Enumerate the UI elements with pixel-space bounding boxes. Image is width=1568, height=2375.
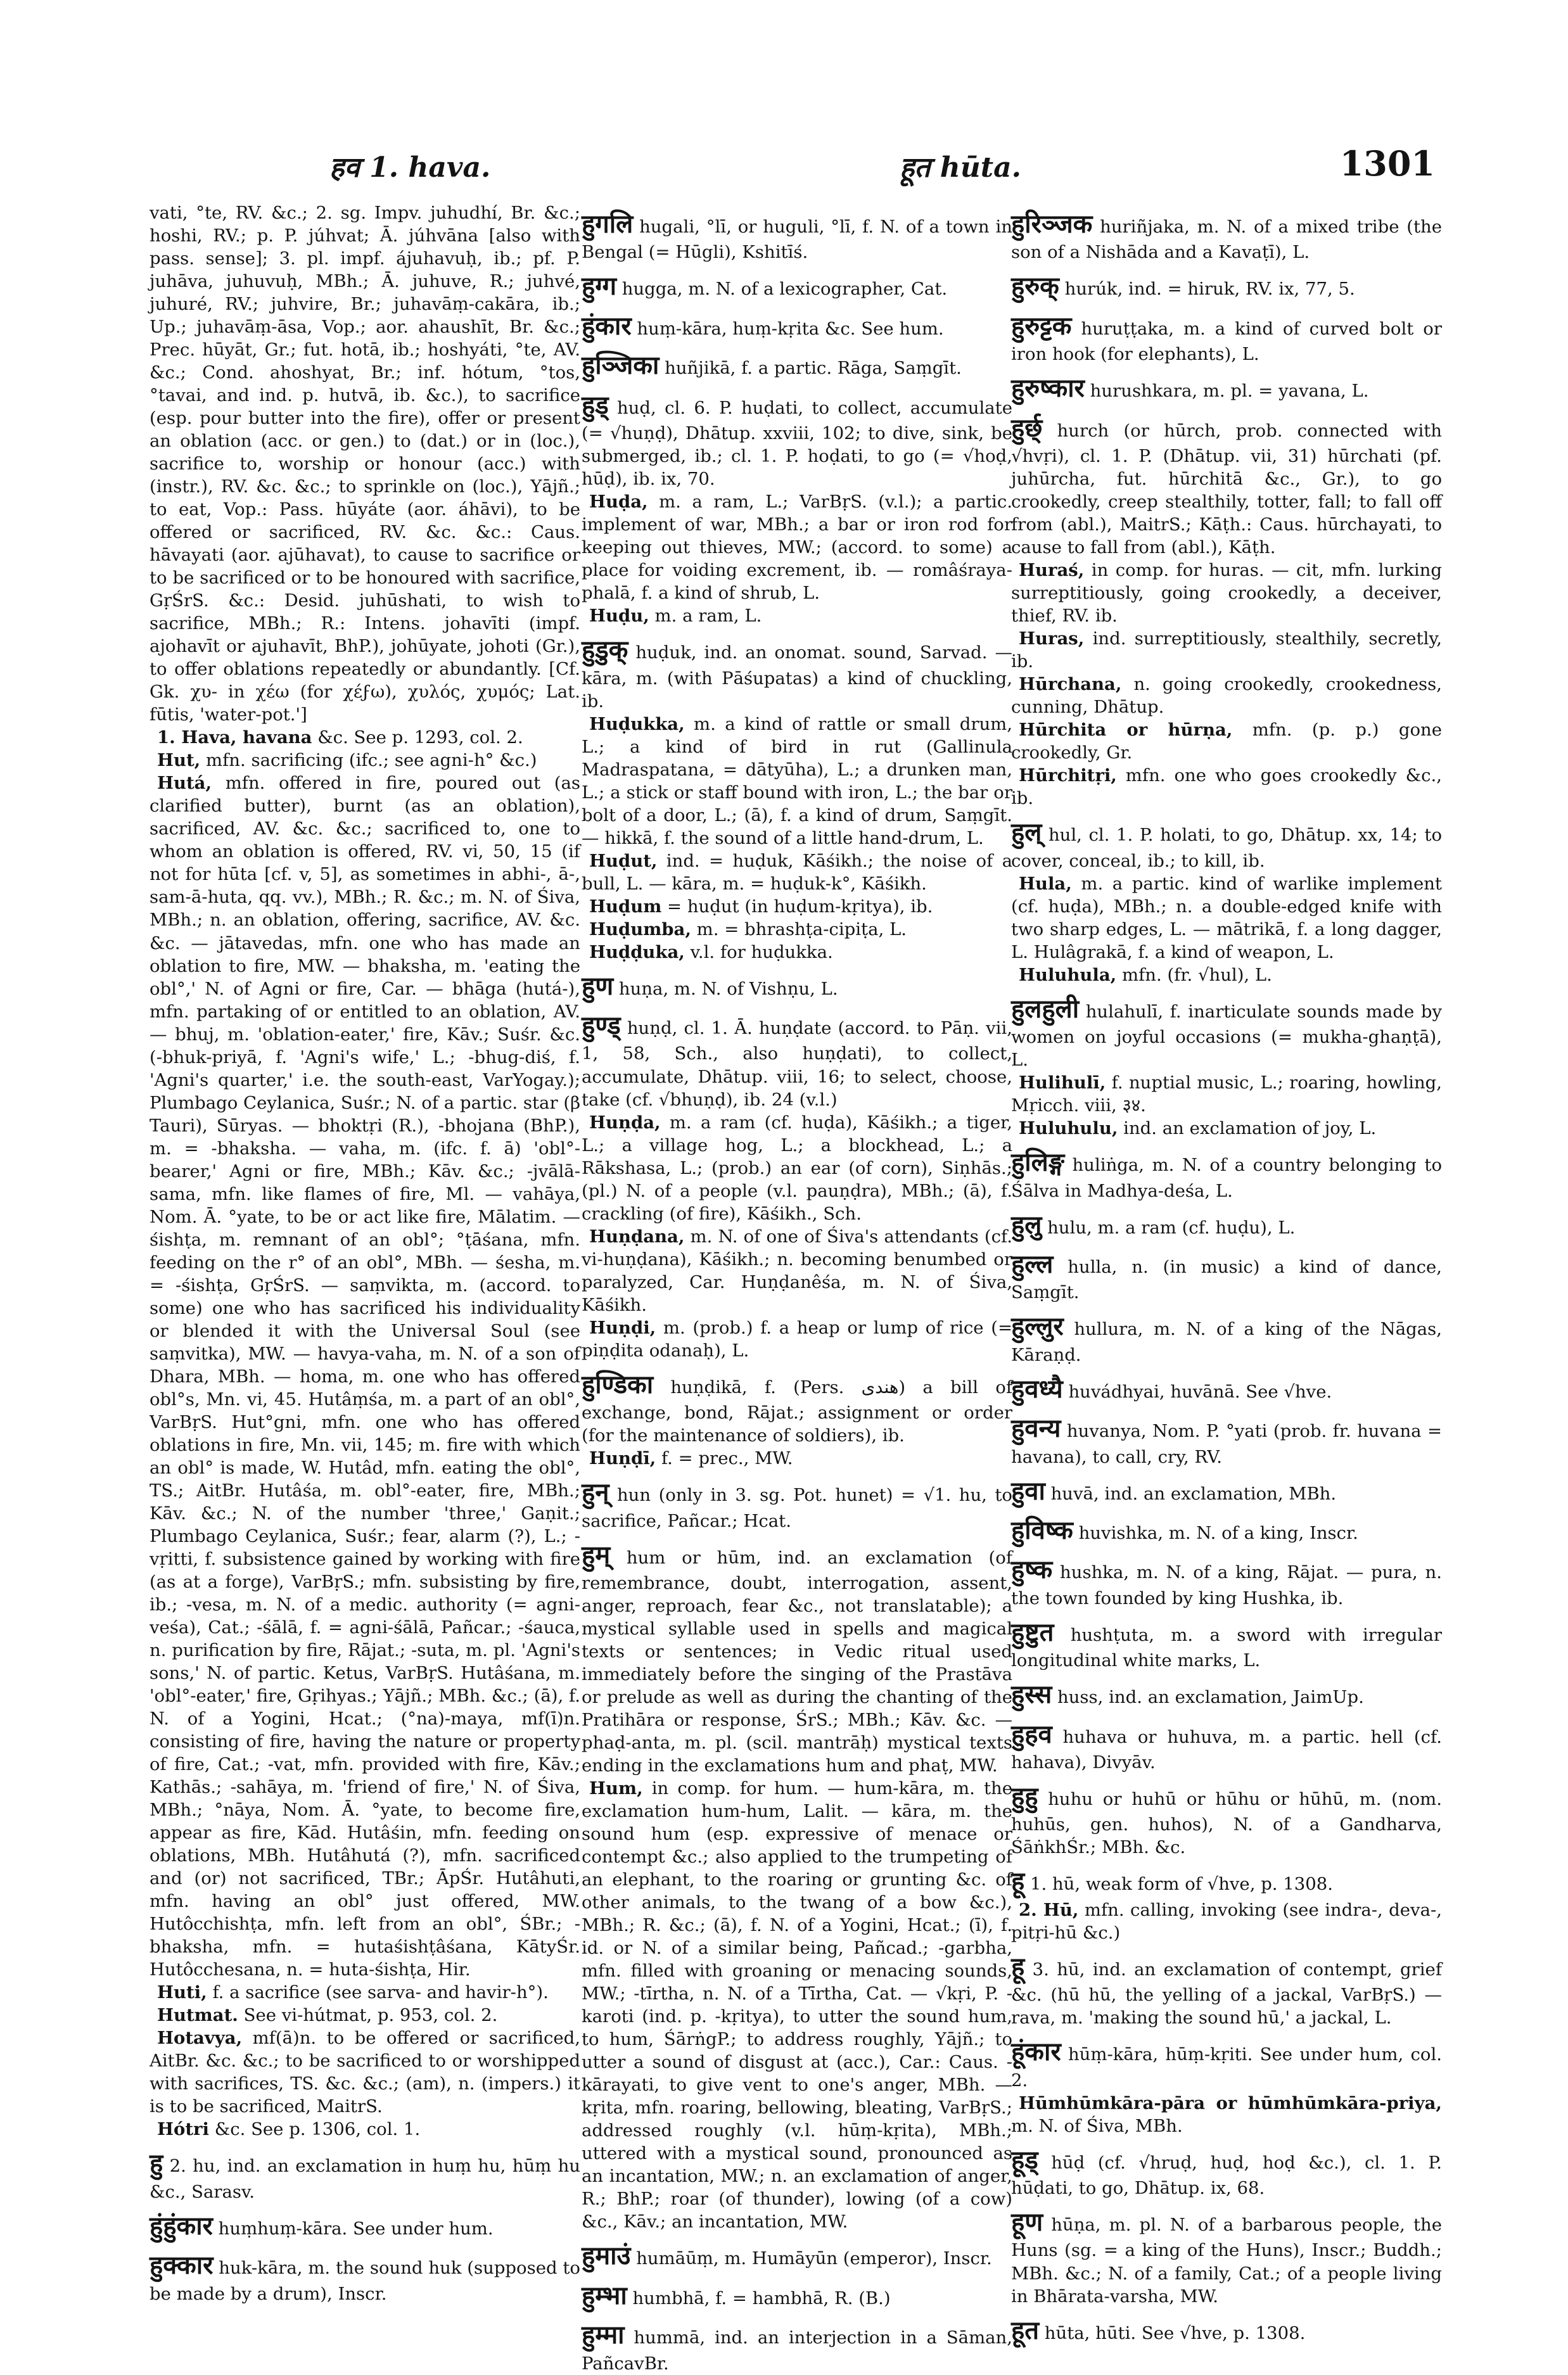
column-2 (582, 201, 1012, 2375)
dictionary-entry (582, 1316, 1012, 1362)
entry-text: mfn. offered in fire, poured out (as clarified butter), burnt (as an oblation), sacrificed, AV. &c. &c.; sacrificed to, one to whom an oblation is offered, RV. vi, 50, 15 (if not for hūta [cf. v, 5], as sometimes in abhi-, ā-, sam-ā-huta, qq. vv.), MBh.; R. &c.; m. N. of Śiva, MBh.; n. an oblation, offering, sacrifice, AV. &c. &c. — jātavedas, mfn. one who has made an oblation to fire, MW. — bhaksha, m. 'eating the obl°,' N. of Agni or fire, Car. — bhāga (hutá-), mfn. partaking of or entitled to an oblation, AV. — bhuj, m. 'oblation-eater,' fire, Kāv.; Suśr. &c. (-bhuk-priyā, f. 'Agni's wife,' L.; -bhug-diś, f. 'Agni's quarter,' i.e. the south-east, VarYogay.); Plumbago Ceylanica, Suśr.; N. of a partic. star (β Tauri), Sūryas. — bhoktṛi (R.), -bhojana (BhP.), m. = -bhaksha. — vaha, m. (ifc. f. ā) 'obl°-bearer,' Agni or fire, MBh.; Kāv. &c.; -jvālā-sama, mfn. like flames of fire, Ml. — vahāya, Nom. Ā. °yate, to be or act like fire, Mālatim. — śishṭa, m. remnant of an obl°; °ṭāśana, mfn. feeding on the r° of an obl°, MBh. — śesha, m. = -śishṭa, GṛŚrS. — saṃvikta, m. (accord. to some) one who has sacrificed his individuality or blended it with the Universal Soul (see saṃvitka), MW. — havya-vaha, m. N. of a son of Dhara, MBh. — homa, m. one who has offered obl°s, Mn. vi, 45. Hutâṃśa, m. a part of an obl°, VarBṛS. Hut°gni, mfn. one who has offered oblations in fire, Mn. vii, 145; m. fire with which an obl° is made, W. Hutâd, mfn. eating the obl°, TS.; AitBr. Hutâśa, m. obl°-eater, fire, MBh.; Kāv. &c.; N. of the number 'three,' Gaṇit.; Plumbago Ceylanica, Suśr.; fear, alarm (?), L.; -vṛitti, f. subsistence gained by working with fire (as at a forge), VarBṛS.; mfn. subsisting by fire, ib.; -vesa, m. N. of a medic. authority (= agni-veśa), Cat.; -śālā, f. = agni-śālā, Pañcar.; -śauca, n. purification by fire, Rājat.; -suta, m. pl. 'Agni's sons,' N. of partic. Ketus, VarBṛS. Hutâśana, m. 'obl°-eater,' fire, Gṛihyas.; Yājñ.; MBh. &c.; (ā), f. N. of a Yogini, Hcat.; (°na)-maya, mf(ī)n. consisting of fire, having the nature or property of fire, Cat.; -vat, mfn. provided with fire, Kāv.; Kathās.; -sahāya, m. 'friend of fire,' N. of Śiva, MBh.; °nāya, Nom. Ā. °yate, to become fire, appear as fire, Kād. Hutâśin, mfn. feeding on oblations, MBh. Hutâhutá (?), mfn. sacrificed and (or) not sacrificed, TBr.; ĀpŚr. Hutâhuti, mfn. having an obl° just offered, MW. Hutôcchishṭa, mfn. left from an obl°, ŚBr.; -bhaksha, mfn. = hutaśishṭâśana, KātyŚr. Hutôcchesana, n. = huta-śishṭa, Hir. (150, 773, 580, 1980)
entry-text: m. a ram (cf. huḍa), Kāśikh.; a tiger, L.; a village hog, L.; a blockhead, L.; a Rākshasa, L.; (prob.) an ear (of corn), Siṇhās.; (pl.) N. of a people (v.l. pauṇḍra), MBh.; (ā), f. crackling (of fire), Kāśikh., Sch. (582, 1112, 1012, 1224)
entry-text: huṃhuṃ-kāra. See under hum. (212, 2218, 494, 2239)
entry-headword: हुक्कार (150, 2250, 214, 2281)
entry-text: hūṇa, m. pl. N. of a barbarous people, the Huns (sg. = a king of the Huns), Inscr.; Buddh.; MBh. &c.; N. of a family, Cat.; of a people living in Bhārata-varsha, MW. (1011, 2215, 1442, 2307)
dictionary-entry (1011, 1678, 1442, 1711)
entry-text: hul, cl. 1. P. holati, to go, Dhātup. xx, 14; to cover, conceal, ib.; to kill, ib. (1011, 825, 1442, 871)
entry-text: hurúk, ind. = hiruk, RV. ix, 77, 5. (1059, 279, 1355, 300)
entry-text: huñjikā, f. a partic. Rāga, Saṃgīt. (659, 358, 962, 379)
dictionary-entry (1011, 2092, 1442, 2137)
entry-text: f. nuptial music, L.; roaring, howling, Mṛicch. viii, ३४. (1011, 1073, 1442, 1116)
entry-text: See vi-hútmat, p. 953, col. 2. (238, 2005, 498, 2026)
dictionary-entry (150, 1981, 580, 2004)
entry-headword: हुलहुली (1011, 993, 1080, 1024)
entry-text: m. (prob.) f. a heap or lump of rice (= piṇḍita odanaḥ), L. (582, 1317, 1012, 1361)
dictionary-entry (1011, 2206, 1442, 2307)
entry-headword: हुग्ग (582, 271, 616, 302)
entry-headword: हुवा (1011, 1475, 1045, 1506)
dictionary-entry (582, 604, 1012, 627)
entry-headword: Hūrchita or hūrṇa, (1019, 720, 1233, 741)
dictionary-entry (1011, 1373, 1442, 1406)
entry-text: m. N. of one of Śiva's attendants (cf. vi-huṇḍana), Kāśikh.; n. becoming benumbed or paralyzed, Car. Huṇḍanêśa, m. N. of Śiva, Kāśikh. (582, 1226, 1012, 1315)
entry-text: hūta, hūti. See √hve, p. 1308. (1039, 2322, 1306, 2343)
entry-headword: Huluhulu, (1019, 1118, 1118, 1139)
entry-text: hulahulī, f. inarticulate sounds made by women on joyful occasions (= mukha-ghaṇṭā), L. (1011, 1001, 1442, 1071)
entry-headword: हुष्क (1011, 1555, 1053, 1585)
entry-headword: Huṇḍī, (589, 1448, 656, 1469)
dictionary-entry (1011, 1780, 1442, 1859)
entry-text: huṇa, m. N. of Vishṇu, L. (613, 978, 838, 999)
entry-text: ind. surreptitiously, stealthily, secretly, ib. (1011, 628, 1442, 672)
entry-headword: Hula, (1019, 873, 1072, 894)
entry-headword: हुगलि (582, 209, 634, 239)
entry-headword: हुञ्जिका (582, 350, 660, 381)
entry-headword: हुरुष्कार (1011, 373, 1085, 404)
entry-text: hulu, m. a ram (cf. huḍu), L. (1042, 1217, 1296, 1238)
dictionary-entry (150, 201, 580, 726)
entry-text: hugali, °lī, or huguli, °lī, f. N. of a town in Bengal (= Hūgli), Kshitīś. (582, 217, 1012, 263)
entry-headword: हुण (582, 971, 614, 1001)
dictionary-entry (582, 2239, 1012, 2272)
entry-text: huḍ, cl. 6. P. huḍati, to collect, accumulate (= √huṇḍ), Dhātup. xxviii, 102; to dive, sink, be submerged, ib.; cl. 1. P. hoḍati, to go (= √hoḍ, hūḍ), ib. ix, 70. (582, 397, 1012, 489)
entry-text: hummā, ind. an interjection in a Sāman, PañcavBr. (582, 2327, 1012, 2374)
dictionary-entry (582, 310, 1012, 343)
entry-text: in comp. for hum. — hum-kāra, m. the exclamation hum-hum, Lalit. — kāra, m. the sound hum (esp. expressive of menace or contempt &c.; also applied to the trumpeting of an elephant, to the roaring or grunting &c. of other animals, to the twang of a bow &c.), MBh.; R. &c.; (ā), f. N. of a Yogini, Hcat.; (ī), f. id. or N. of a similar being, Pañcad.; -garbha, mfn. filled with groaning or menacing sounds, MW.; -tīrtha, n. N. of a Tīrtha, Cat. — √kṛi, P. -karoti (ind. p. -kṛitya), to utter the sound hum, to hum, ŚārṅgP.; to address roughly, Yājñ.; to utter a sound of disgust at (acc.), Car.: Caus. -kārayati, to give vent to one's anger, MBh. — kṛita, mfn. roaring, bellowing, bleating, VarBṛS.; addressed roughly (v.l. hūṃ-kṛita), MBh.; uttered with a mystical sound, pronounced as an incantation, MW.; n. an exclamation of anger, R.; BhP.; roar (of thunder), lowing (of a cow) &c., Kāv.; an incantation, MW. (582, 1778, 1012, 2232)
dictionary-entry (1011, 816, 1442, 872)
entry-headword: Huṇḍana, (589, 1226, 685, 1247)
dictionary-entry (1011, 1412, 1442, 1468)
dictionary-entry (1011, 1718, 1442, 1774)
dictionary-entry (582, 1476, 1012, 1532)
dictionary-entry (1011, 270, 1442, 303)
entry-text: mfn. sacrificing (ifc.; see agni-h° &c.) (200, 750, 537, 771)
entry-headword: हुलिङ्ग (1011, 1147, 1065, 1178)
dictionary-entry (1011, 1310, 1442, 1366)
dictionary-entry (582, 2279, 1012, 2312)
dictionary-entry (582, 1225, 1012, 1316)
entry-headword: Huḍu, (589, 606, 649, 627)
entry-headword: हू (1011, 1866, 1025, 1897)
entry-headword: Hūrchitṛi, (1019, 765, 1117, 786)
entry-headword: Huṇḍa, (589, 1112, 661, 1133)
entry-text: huṇḍ, cl. 1. Ā. huṇḍate (accord. to Pāṇ. vii, 1, 58, Sch., also huṇḍati), to collect, accumulate, Dhātup. viii, 16; to select, choose, take (cf. √bhuṇḍ), ib. 24 (v.l.) (582, 1018, 1012, 1110)
entry-headword: हुण्ड् (582, 1010, 621, 1041)
entry-headword: Hum, (589, 1778, 643, 1799)
dictionary-entry (1011, 1209, 1442, 1242)
entry-headword: Hūmhūmkāra-pāra or hūmhūmkāra-priya, (1019, 2092, 1442, 2113)
dictionary-entry (582, 634, 1012, 712)
entry-text: mfn. (p. p.) gone crookedly, Gr. (1011, 720, 1443, 763)
dictionary-entry (1011, 1865, 1442, 1898)
dictionary-entry (1011, 2314, 1442, 2347)
dictionary-entry (150, 749, 580, 772)
entry-text: huḍuk, ind. an onomat. sound, Sarvad. — kāra, m. (with Pāśupatas) a kind of chuckling, ib. (582, 642, 1012, 711)
entry-headword: Huti, (157, 1982, 207, 2003)
dictionary-entry (582, 389, 1012, 490)
dictionary-entry (1011, 718, 1442, 764)
entry-text: huvanya, Nom. P. °yati (prob. fr. huvana = havana), to call, cry, RV. (1011, 1421, 1442, 1467)
entry-headword: हुडुक् (582, 635, 628, 665)
dictionary-entry (582, 1111, 1012, 1225)
entry-headword: हुम्भा (582, 2280, 627, 2310)
dictionary-entry (1011, 764, 1442, 810)
entry-headword: हूड् (1011, 2144, 1038, 2175)
entry-headword: हूत (1011, 2315, 1040, 2345)
dictionary-entry (582, 941, 1012, 964)
entry-headword: Huluhula, (1019, 964, 1117, 985)
entry-headword: हुण्डिका (582, 1369, 654, 1399)
entry-headword: Hotavya, (157, 2028, 243, 2049)
entry-headword: Huḍumba, (589, 919, 691, 939)
entry-text: huvishka, m. N. of a king, Inscr. (1073, 1522, 1358, 1543)
entry-headword: हुल्ल (1011, 1249, 1054, 1279)
entry-text: &c. See p. 1306, col. 1. (208, 2119, 421, 2140)
entry-headword: हुरुक् (1011, 271, 1059, 302)
entry-text: 3. hū, ind. an exclamation of contempt, grief &c. (hū hū, the yelling of a jackal, VarBṛS.) — rava, m. 'making the sound hū,' a jackal, L. (1011, 1959, 1442, 2028)
entry-text: huss, ind. an exclamation, JaimUp. (1052, 1687, 1364, 1708)
entry-headword: हुर्छ् (1011, 412, 1043, 443)
dictionary-entry (582, 2319, 1012, 2374)
dictionary-entry (582, 850, 1012, 895)
dictionary-entry (1011, 1951, 1442, 2029)
dictionary-entry (1011, 310, 1442, 366)
dictionary-entry (582, 1777, 1012, 2233)
dictionary-entry (150, 2210, 580, 2243)
dictionary-entry (1011, 1616, 1442, 1672)
entry-headword: हुम् (582, 1539, 611, 1570)
entry-text: hushṭuta, m. a sword with irregular longitudinal white marks, L. (1011, 1624, 1442, 1671)
entry-headword: हुंहुंकार (150, 2210, 213, 2241)
dictionary-entry (150, 2249, 580, 2305)
entry-text: 1. hū, weak form of √hve, p. 1308. (1024, 1874, 1334, 1895)
dictionary-entry (1011, 964, 1442, 986)
entry-text: ind. an exclamation of joy, L. (1118, 1118, 1377, 1139)
dictionary-entry (1011, 627, 1442, 673)
entry-headword: Hótri (157, 2119, 209, 2140)
entry-headword: Hutmat. (157, 2005, 238, 2026)
entry-text: huliṅga, m. N. of a country belonging to Śālva in Madhya-deśa, L. (1011, 1155, 1442, 1201)
entry-text: mfn. one who goes crookedly &c., ib. (1011, 765, 1442, 809)
entry-text: m. a ram, L.; VarBṛS. (v.l.); a partic. implement of war, MBh.; a bar or iron rod for keeping out thieves, MW.; (accord. to some) a place for voiding excrement, ib. — româśraya-phalā, f. a kind of shrub, L. (582, 492, 1012, 604)
dictionary-entry (582, 1368, 1012, 1447)
dictionary-entry (582, 349, 1012, 382)
entry-text: in comp. for huras. — cit, mfn. lurking surreptitiously, going crookedly, a deceiver, thief, RV. ib. (1011, 560, 1442, 627)
entry-text: humāūṃ, m. Humāyūn (emperor), Inscr. (630, 2248, 992, 2269)
entry-headword: हुस्स (1011, 1679, 1052, 1710)
entry-headword: हुल्लुर (1011, 1311, 1064, 1342)
entry-text: &c. See p. 1293, col. 2. (312, 727, 523, 748)
entry-text: hurch (or hūrch, prob. connected with √hvṛi), cl. 1. P. (Dhātup. vii, 31) hūrchati (pf. juhūrcha, fut. hūrchitā &c., Gr.), to go crookedly, creep stealthily, totter, fall; to fall off from (abl.), MaitrS.; Kāṭh.: Caus. hūrchayati, to cause to fall from (abl.), Kāṭh. (1011, 420, 1442, 558)
dictionary-entry (1011, 1514, 1442, 1547)
dictionary-entry (582, 895, 1012, 918)
entry-headword: हुविष्क (1011, 1515, 1073, 1545)
page-number: 1301 (1339, 143, 1435, 184)
entry-headword: हू (1011, 1951, 1025, 1982)
dictionary-entry (1011, 1899, 1442, 1944)
dictionary-entry (150, 2147, 580, 2203)
entry-text: mf(ā)n. to be offered or sacrificed, AitBr. &c. &c.; to be sacrificed to or worshipped with sacrifices, TS. &c. &c.; (am), n. (impers.) it is to be sacrificed, MaitrS. (150, 2028, 580, 2117)
entry-headword: Huḍa, (589, 492, 648, 513)
dictionary-entry (150, 726, 580, 749)
entry-text: f. = prec., MW. (656, 1448, 793, 1469)
entry-text: mfn. calling, invoking (see indra-, deva-, pitṛi-hū &c.) (1011, 1899, 1442, 1943)
entry-headword: 2. Hū, (1019, 1899, 1079, 1920)
entry-text: mfn. (fr. √hul), L. (1116, 964, 1272, 985)
column-3 (1011, 201, 1442, 2347)
dictionary-entry (1011, 1475, 1442, 1508)
entry-headword: Hutá, (157, 773, 212, 794)
entry-headword: हुल् (1011, 817, 1042, 848)
entry-headword: हुमाउं (582, 2241, 631, 2271)
entry-text: m. a ram, L. (649, 606, 762, 627)
running-header-left: हव 1. hava. (329, 151, 491, 184)
entry-text: hugga, m. N. of a lexicographer, Cat. (616, 279, 948, 300)
dictionary-entry (1011, 412, 1442, 559)
entry-text: huhava or huhuva, m. a partic. hell (cf. hahava), Divyāv. (1011, 1726, 1442, 1773)
entry-text: n. going crookedly, crookedness, cunning, Dhātup. (1011, 674, 1442, 718)
dictionary-entry (1011, 208, 1442, 264)
entry-headword: हुवन्य (1011, 1413, 1061, 1444)
entry-headword: हुहव (1011, 1719, 1052, 1749)
entry-headword: Huraś, (1019, 560, 1085, 581)
entry-headword: हूण (1011, 2207, 1043, 2238)
entry-text: huṇḍikā, f. (Pers. هندی) a bill of exchange, bond, Rājat.; assignment or order (for the maintenance of soldiers), ib. (582, 1377, 1012, 1446)
entry-text: m. a partic. kind of warlike implement (cf. huḍa), MBh.; n. a double-edged knife with two sharp edges, L. — mātrikā, f. a long dagger, L. Hulâgrakā, f. a kind of weapon, L. (1011, 873, 1442, 962)
dictionary-entry (582, 918, 1012, 941)
entry-text: huvā, ind. an exclamation, MBh. (1045, 1483, 1337, 1504)
entry-text: m. = bhrashṭa-cipiṭa, L. (691, 919, 907, 939)
dictionary-entry (1011, 2144, 1442, 2200)
entry-text: huṃ-kāra, huṃ-kṛita &c. See hum. (631, 318, 944, 339)
dictionary-entry (1011, 1117, 1442, 1140)
entry-text: humbhā, f. = hambhā, R. (B.) (627, 2288, 891, 2308)
entry-text: huriñjaka, m. N. of a mixed tribe (the son of a Nishāda and a Kavaṭī), L. (1011, 217, 1442, 263)
entry-text: hūṃ-kāra, hūṃ-kṛiti. See under hum, col. 2. (1011, 2044, 1442, 2091)
dictionary-entry (582, 270, 1012, 303)
entry-headword: Huṇḍi, (589, 1317, 656, 1338)
entry-text: hūḍ (cf. √hruḍ, huḍ, hoḍ &c.), cl. 1. P. hūḍati, to go, Dhātup. ix, 68. (1011, 2152, 1442, 2199)
entry-headword: Hulihulī, (1019, 1073, 1106, 1093)
dictionary-entry (582, 1539, 1012, 1778)
entry-headword: हुरुट्टक (1011, 310, 1072, 341)
entry-headword: हुंकार (582, 310, 632, 341)
entry-text: hushka, m. N. of a king, Rājat. — pura, n. the town founded by king Hushka, ib. (1011, 1562, 1442, 1608)
entry-text: huk-kāra, m. the sound huk (supposed to be made by a drum), Inscr. (150, 2258, 580, 2304)
entry-headword: हुवध्यै (1011, 1373, 1063, 1404)
entry-text: m. a kind of rattle or small drum, L.; a kind of bird in rut (Gallinula Madraspatana, = dātyūha), L.; a drunken man, L.; a stick or staff bound with iron, L.; the bar or bolt of a door, L.; (ā), f. a kind of drum, Saṃgīt. — hikkā, f. the sound of a little hand-drum, L. (582, 713, 1012, 848)
dictionary-entry (1011, 559, 1442, 627)
entry-text: huruṭṭaka, m. a kind of curved bolt or iron hook (for elephants), L. (1011, 318, 1442, 365)
entry-text: hullura, m. N. of a king of the Nāgas, Kāraṇḍ. (1011, 1319, 1442, 1365)
dictionary-entry (1011, 1146, 1442, 1202)
entry-text: vati, °te, RV. &c.; 2. sg. Impv. juhudhí, Br. &c.; hoshi, RV.; p. P. júhvat; Ā. júhvāna [also with pass. sense]; 3. pl. impf. ájuhavuḥ, ib.; pf. P. juhāva, juhuvuḥ, MBh.; Ā. juhuve, R.; juhvé, juhuré, RV.; juhvire, Br.; juhavāṃ-cakāra, ib.; Up.; juhavāṃ-āsa, Vop.; aor. ahaushīt, Br. &c.; Prec. hūyāt, Gr.; fut. hotā, ib.; hoshyáti, °te, AV. &c.; Cond. ahoshyat, Br.; inf. hótum, °tos, °tavai, and ind. p. hutvā, ib. &c.), to sacrifice (esp. pour butter into the fire), offer or present an oblation (acc. or gen.) to (dat.) or in (loc.), sacrifice to, worship or honour (acc.) with (instr.), RV. &c. &c.; to sprinkle on (loc.), Yājñ.; to eat, Vop.: Pass. hūyáte (aor. áhāvi), to be offered or sacrificed, RV. &c. &c.: Caus. hāvayati (aor. ajūhavat), to cause to sacrifice or to be sacrificed or to be honoured with sacrifice, GṛŚrS. &c.: Desid. juhūshati, to wish to sacrifice, MBh.; R.: Intens. johavīti (impf. ajohavīt or ajuhavīt, BhP.), johūyate, johoti (Gr.), to offer oblations repeatedly or abundantly. [Cf. Gk. χυ- in χέω (for χέϝω), χυλός, χυμός; Lat. fūtis, 'water-pot.'] (150, 203, 580, 725)
dictionary-entry (1011, 1248, 1442, 1304)
entry-text: = huḍut (in huḍum-kṛitya), ib. (661, 896, 933, 917)
dictionary-entry (150, 772, 580, 1981)
dictionary-entry (1011, 1553, 1442, 1609)
entry-text: hum or hūm, ind. an exclamation (of remembrance, doubt, interrogation, assent, anger, reproach, fear &c., not translatable); a mystical syllable used in spells and magical texts or sentences; in Vedic ritual used immediately before the singing of the Prastāva or prelude as well as during the chanting of the Pratihāra or response, ŚrS.; MBh.; Kāv. &c. — phaḍ-anta, m. pl. (scil. mantrāḥ) mystical texts ending in the exclamations hum and phaṭ, MW. (582, 1547, 1012, 1776)
entry-headword: Huras, (1019, 628, 1085, 649)
entry-text: ind. = huḍuk, Kāśikh.; the noise of a bull, L. — kāra, m. = huḍuk-k°, Kāśikh. (582, 850, 1012, 894)
entry-text: f. a sacrifice (see sarva- and havir-h°). (207, 1982, 549, 2003)
dictionary-entry (150, 2027, 580, 2118)
entry-text: m. N. of Śiva, MBh. (1011, 2115, 1183, 2136)
running-header-center: हूत hūta. (900, 151, 1021, 184)
entry-headword: हुहु (1011, 1781, 1038, 1811)
entry-headword: हुड् (582, 390, 609, 420)
entry-headword: हुष्टुत (1011, 1617, 1054, 1647)
entry-text: huhu or huhū or hūhu or hūhū, m. (nom. huhūs, gen. huhos), N. of a Gandharva, ŚāṅkhŚr.; MBh. &c. (1011, 1788, 1442, 1858)
entry-headword: Hut, (157, 750, 201, 771)
entry-headword: हूंकार (1011, 2037, 1061, 2067)
entry-headword: Hūrchana, (1019, 674, 1122, 695)
dictionary-entry (582, 208, 1012, 264)
entry-text: v.l. for huḍukka. (684, 941, 833, 962)
dictionary-entry (582, 713, 1012, 850)
entry-headword: Huḍut, (589, 850, 658, 871)
entry-headword: 1. Hava, havana (157, 727, 312, 748)
dictionary-entry (1011, 993, 1442, 1071)
entry-headword: Huḍḍuka, (589, 941, 685, 962)
dictionary-entry (582, 1447, 1012, 1470)
dictionary-entry (1011, 1071, 1442, 1117)
entry-headword: हुन् (582, 1477, 609, 1508)
entry-headword: Huḍukka, (589, 713, 685, 734)
dictionary-entry (1011, 372, 1442, 405)
dictionary-entry (582, 1009, 1012, 1111)
column-1 (150, 201, 580, 2305)
dictionary-entry (1011, 2035, 1442, 2091)
dictionary-entry (1011, 872, 1442, 964)
entry-text: hun (only in 3. sg. Pot. hunet) = √1. hu, to sacrifice, Pañcar.; Hcat. (582, 1485, 1012, 1531)
dictionary-entry (150, 2004, 580, 2027)
entry-headword: हु (150, 2148, 163, 2179)
entry-headword: हुरिञ्जक (1011, 209, 1093, 239)
dictionary-entry (582, 490, 1012, 604)
entry-text: hulla, n. (in music) a kind of dance, Saṃgīt. (1011, 1256, 1442, 1303)
entry-text: huvádhyai, huvānā. See √hve. (1062, 1381, 1332, 1402)
entry-headword: Huḍum (589, 896, 662, 917)
dictionary-entry (582, 970, 1012, 1003)
entry-headword: हुम्मा (582, 2320, 625, 2350)
dictionary-entry (150, 2118, 580, 2141)
dictionary-entry (1011, 673, 1442, 718)
entry-text: 2. hu, ind. an exclamation in huṃ hu, hūṃ hu &c., Sarasv. (150, 2156, 580, 2202)
entry-text: hurushkara, m. pl. = yavana, L. (1084, 381, 1369, 402)
entry-headword: हुलु (1011, 1209, 1042, 1240)
